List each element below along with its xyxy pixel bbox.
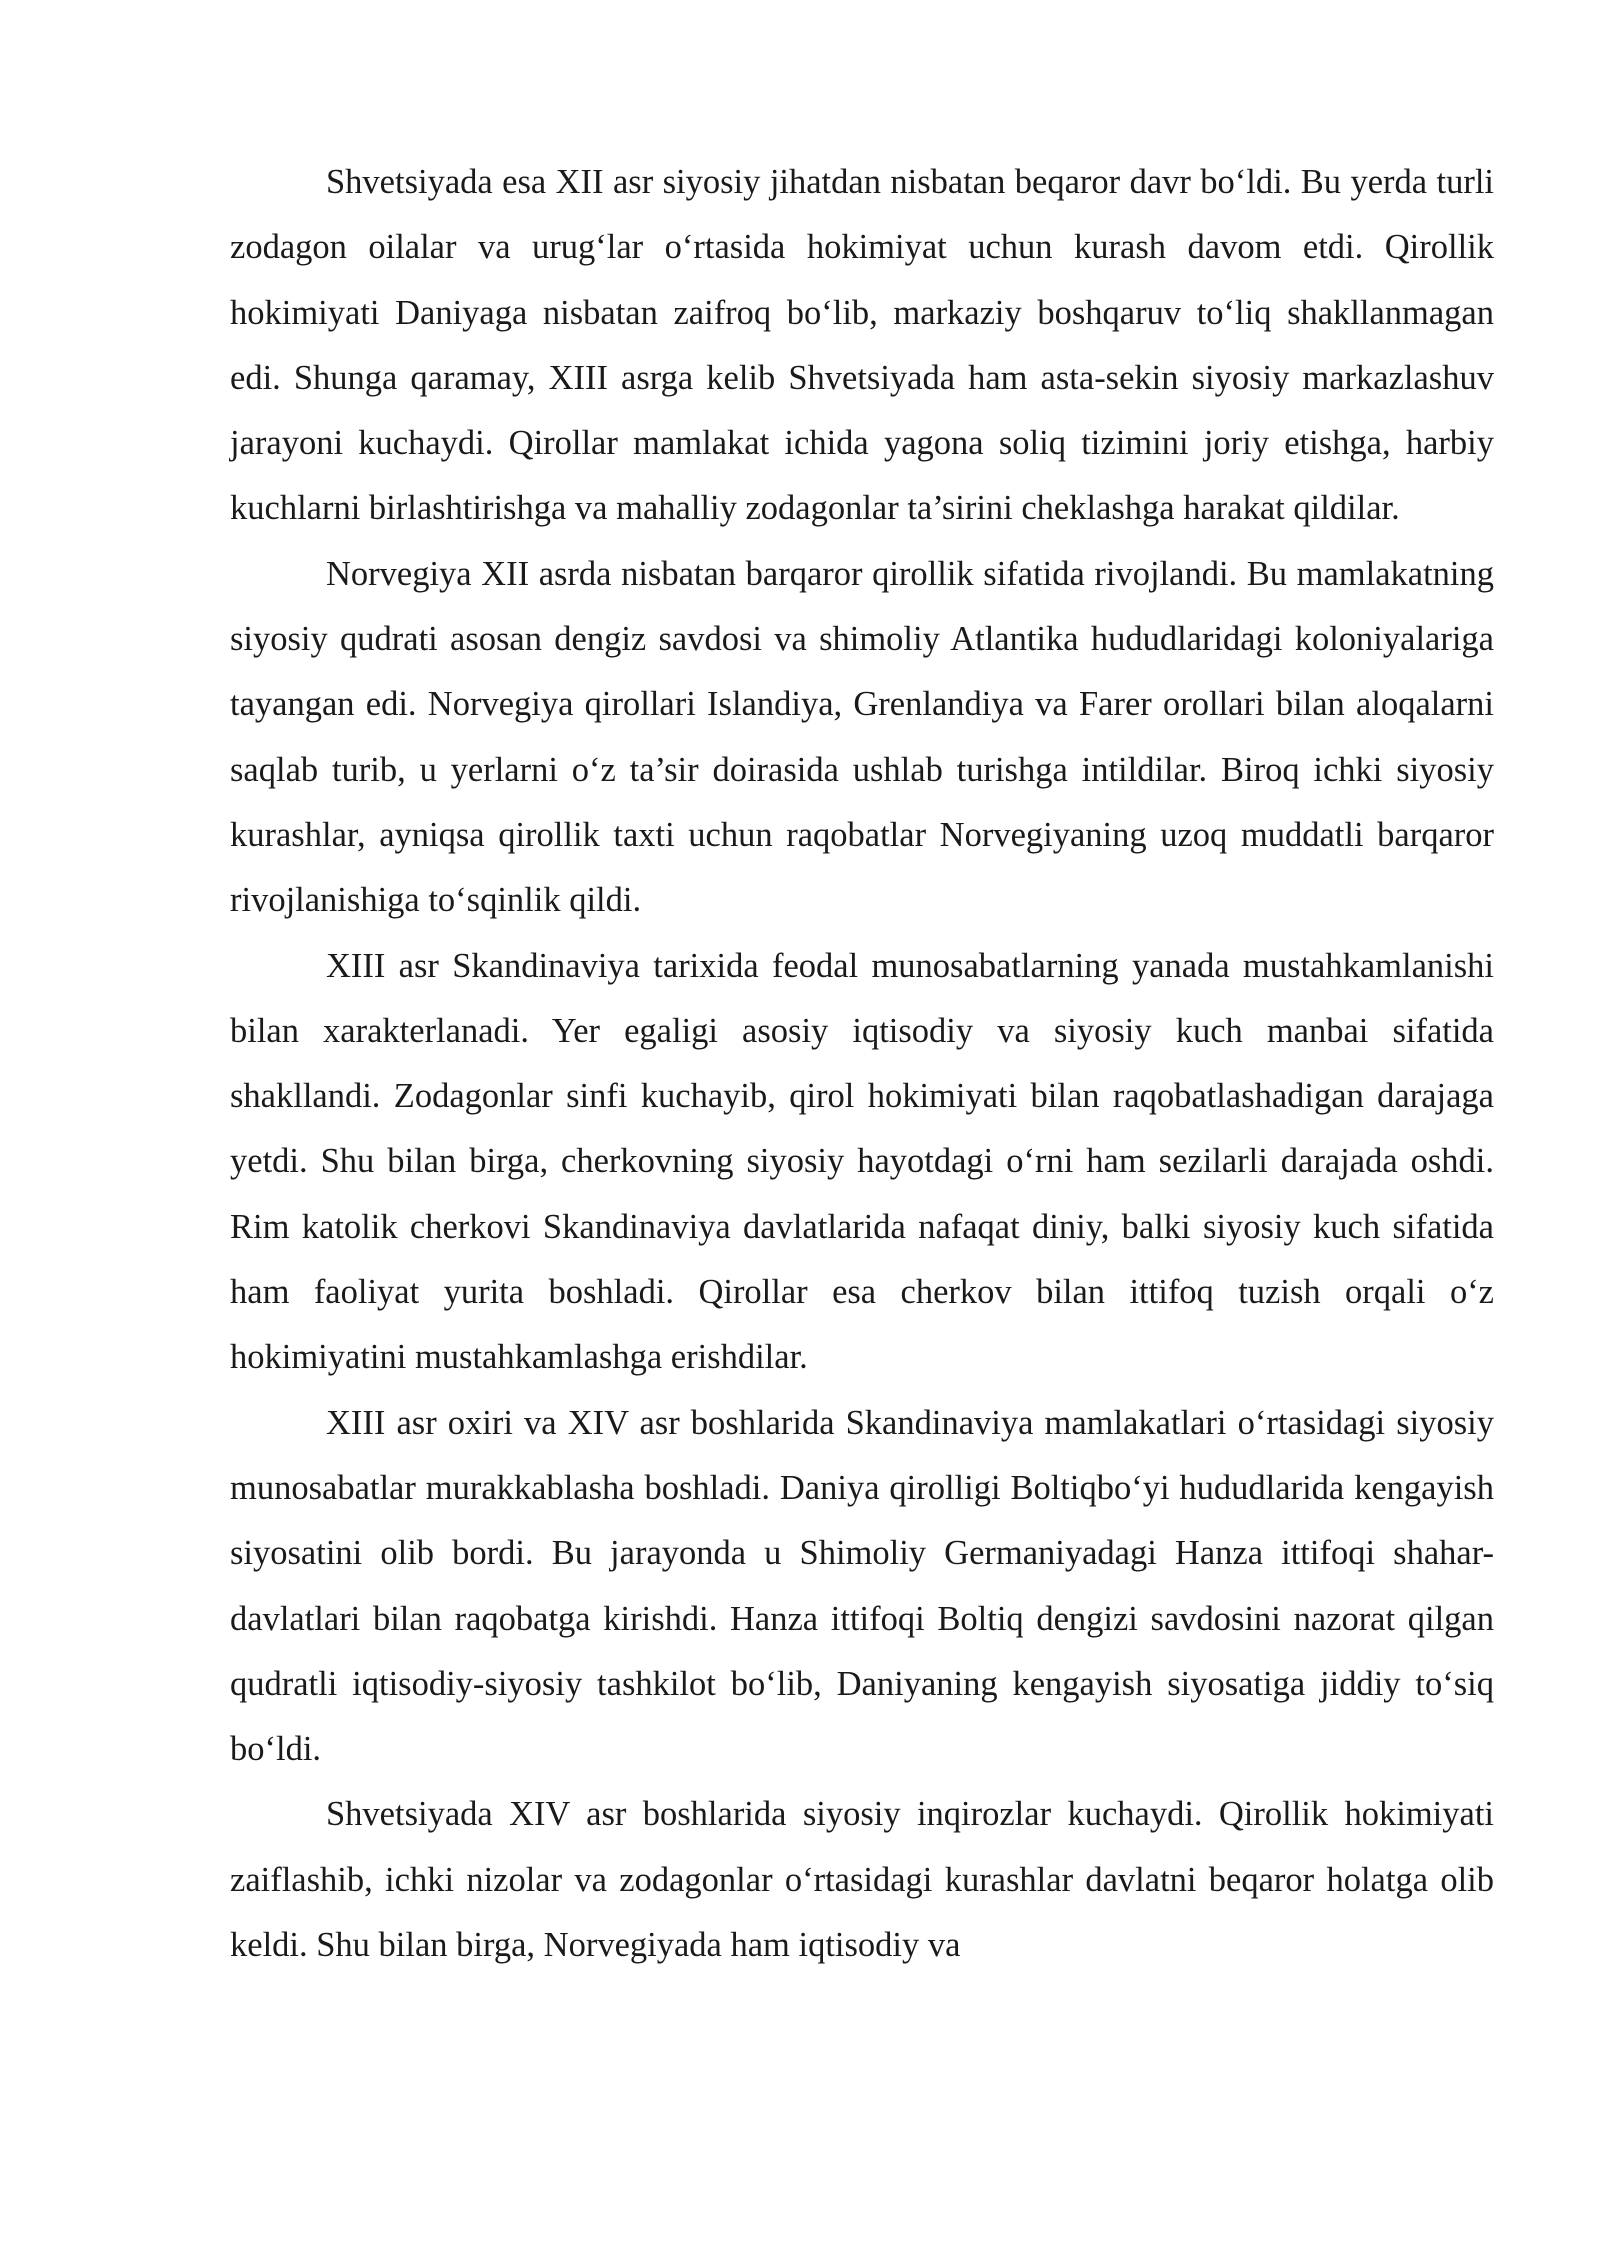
document-page [230, 150, 1494, 1978]
paragraph-sweden-12th-century: Shvetsiyada esa XII asr siyosiy jihatdan nisbatan beqaror davr bo‘ldi. Bu yerda turli zodagon oilalar va urug‘lar o‘rtasida hokimiyat uchun kurash davom etdi. Qirollik hokimiyati Daniyaga nisbatan zaifroq bo‘lib, markaziy boshqaruv to‘liq shakllanmagan edi. Shunga qaramay, XIII asrga kelib Shvetsiyada ham asta-sekin siyosiy markazlashuv jarayoni kuchaydi. Qirollar mamlakat ichida yagona soliq tizimini joriy etishga, harbiy kuchlarni birlashtirishga va mahalliy zodagonlar ta’sirini cheklashga harakat qildilar. [230, 163, 1494, 528]
paragraph-sweden-14th-century: Shvetsiyada XIV asr boshlarida siyosiy inqirozlar kuchaydi. Qirollik hokimiyati zaiflashib, ichki nizolar va zodagonlar o‘rtasidagi kurashlar davlatni beqaror holatga olib keldi. Shu bilan birga, Norvegiyada ham iqtisodiy va [230, 1795, 1494, 1965]
paragraph-13th-14th-century-relations: XIII asr oxiri va XIV asr boshlarida Skandinaviya mamlakatlari o‘rtasidagi siyosiy munosabatlar murakkablasha boshladi. Daniya qirolligi Boltiqbo‘yi hududlarida kengayish siyosatini olib bordi. Bu jarayonda u Shimoliy Germaniyadagi Hanza ittifoqi shahar-davlatlari bilan raqobatga kirishdi. Hanza ittifoqi Boltiq dengizi savdosini nazorat qilgan qudratli iqtisodiy-siyosiy tashkilot bo‘lib, Daniyaning kengayish siyosatiga jiddiy to‘siq bo‘ldi. [230, 1403, 1494, 1769]
paragraph-norway-12th-century: Norvegiya XII asrda nisbatan barqaror qirollik sifatida rivojlandi. Bu mamlakatning siyosiy qudrati asosan dengiz savdosi va shimoliy Atlantika hududlaridagi koloniyalariga tayangan edi. Norvegiya qirollari Islandiya, Grenlandiya va Farer orollari bilan aloqalarni saqlab turib, u yerlarni o‘z ta’sir doirasida ushlab turishga intildilar. Biroq ichki siyosiy kurashlar, ayniqsa qirollik taxti uchun raqobatlar Norvegiyaning uzoq muddatli barqaror rivojlanishiga to‘sqinlik qildi. [230, 554, 1494, 920]
paragraph-13th-century-feudalism: XIII asr Skandinaviya tarixida feodal munosabatlarning yanada mustahkamlanishi bilan xarakterlanadi. Yer egaligi asosiy iqtisodiy va siyosiy kuch manbai sifatida shakllandi. Zodagonlar sinfi kuchayib, qirol hokimiyati bilan raqobatlashadigan darajaga yetdi. Shu bilan birga, cherkovning siyosiy hayotdagi o‘rni ham sezilarli darajada oshdi. Rim katolik cherkovi Skandinaviya davlatlarida nafaqat diniy, balki siyosiy kuch sifatida ham faoliyat yurita boshladi. Qirollar esa cherkov bilan ittifoq tuzish orqali o‘z hokimiyatini mustahkamlashga erishdilar. [230, 946, 1494, 1377]
